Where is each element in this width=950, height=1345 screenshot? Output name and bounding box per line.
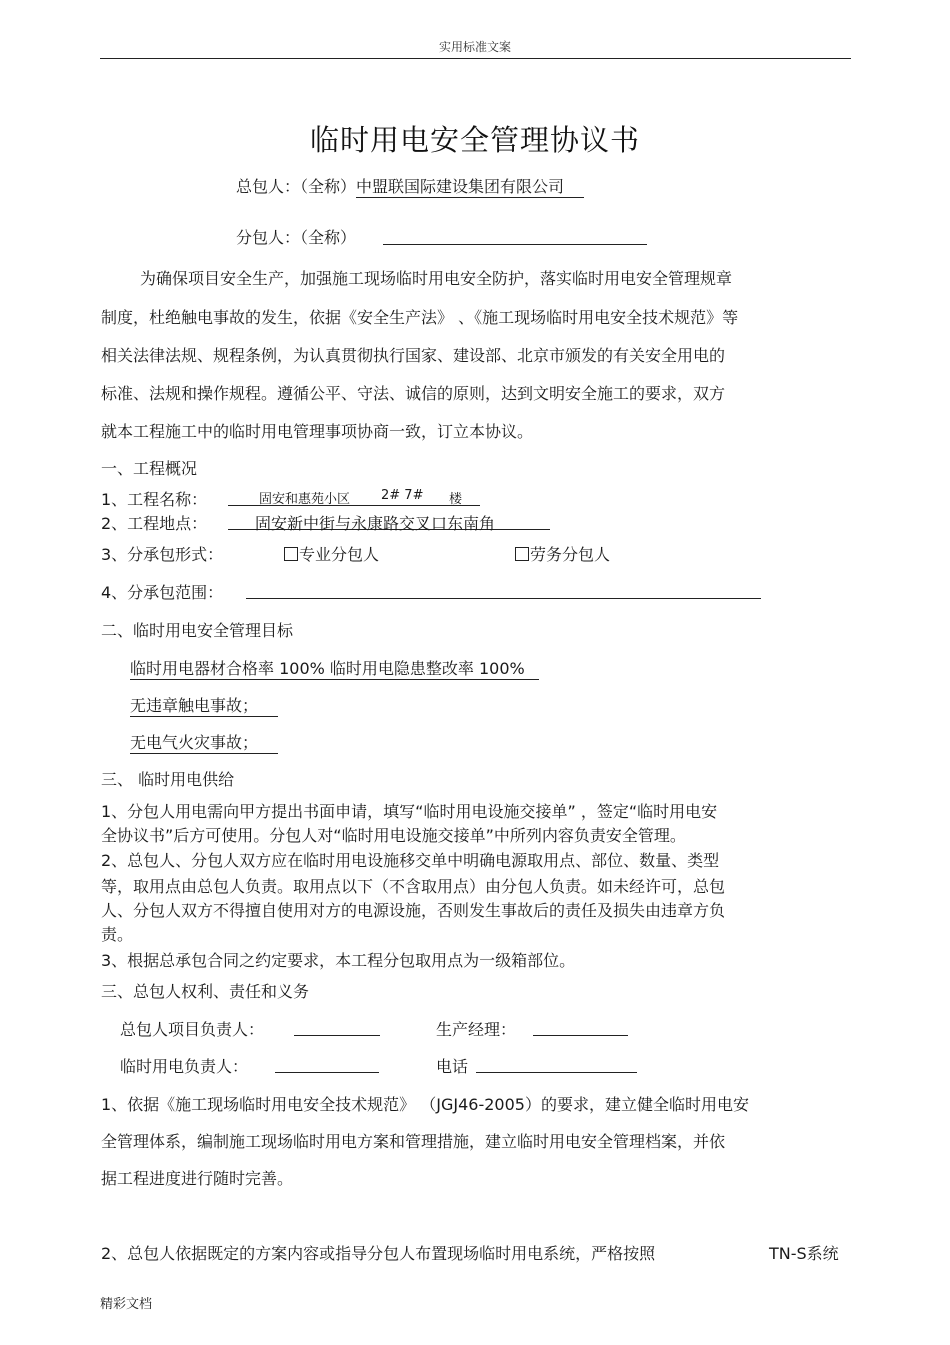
section-4-item-1c: 据工程进度进行随时完善。: [101, 1169, 294, 1188]
phone-label: 电话: [436, 1057, 469, 1076]
section-3-item-3: 3、根据总承包合同之约定要求，本工程分包取用点为一级箱部位。: [101, 951, 576, 970]
option-labor[interactable]: 劳务分包人: [515, 542, 610, 565]
section-1-heading: 一、工程概况: [101, 459, 198, 478]
section-3-item-2d: 责。: [101, 925, 134, 944]
checkbox-labor[interactable]: [515, 547, 529, 561]
contractor-line: [236, 174, 584, 197]
section-3-item-2a: 2、总包人、分包人双方应在临时用电设施移交单中明确电源取用点、部位、数量、类型: [101, 851, 720, 870]
header-divider: [100, 58, 851, 59]
section-3-item-1b: 全协议书”后方可使用。分包人对“临时用电设施交接单”中所列内容负责安全管理。: [101, 826, 686, 845]
project-location-label: 2、工程地点：: [101, 514, 208, 533]
project-manager-label: 总包人项目负责人：: [120, 1020, 265, 1039]
project-buildings: 2# 7#: [381, 488, 424, 503]
intro-line-1: 为确保项目安全生产，加强施工现场临时用电安全防护，落实临时用电安全管理规章: [140, 269, 733, 288]
goal-qualification-rate: 临时用电器材合格率 100% 临时用电隐患整改率 100%: [130, 656, 539, 679]
production-manager-blank: [533, 1015, 628, 1036]
subcontractor-blank: [383, 224, 647, 245]
production-manager-label: 生产经理：: [436, 1020, 517, 1039]
power-manager-label: 临时用电负责人：: [120, 1057, 249, 1076]
project-name-label: 1、工程名称：: [101, 490, 208, 509]
goal-no-electrocution: 无违章触电事故；: [130, 693, 278, 716]
intro-line-5: 就本工程施工中的临时用电管理事项协商一致，订立本协议。: [101, 422, 534, 441]
section-3-item-2b: 等，取用点由总包人负责。取用点以下（不含取用点）由分包人负责。如未经许可，总包: [101, 877, 726, 896]
intro-line-4: 标准、法规和操作规程。遵循公平、守法、诚信的原则，达到文明安全施工的要求，双方: [101, 384, 726, 403]
section-2-heading: 二、临时用电安全管理目标: [101, 621, 294, 640]
section-3-heading: 三、 临时用电供给: [101, 770, 235, 789]
option-professional[interactable]: 专业分包人: [284, 542, 379, 565]
project-name-suffix: 楼: [449, 492, 463, 507]
intro-line-3: 相关法律法规、规程条例，为认真贯彻执行国家、建设部、北京市颁发的有关安全用电的: [101, 346, 726, 365]
section-4-item-2: 2、总包人依据既定的方案内容或指导分包人布置现场临时用电系统，严格按照: [101, 1244, 656, 1263]
section-4-item-1b: 全管理体系，编制施工现场临时用电方案和管理措施，建立临时用电安全管理档案，并依: [101, 1132, 726, 1151]
subcontractor-label: 分包人：（全称）: [236, 228, 357, 247]
page-footer: 精彩文档: [100, 1297, 153, 1312]
contractor-label: 总包人：（全称）: [236, 177, 357, 196]
section-4-heading: 三、总包人权利、责任和义务: [101, 982, 310, 1001]
contractor-name: 中盟联国际建设集团有限公司: [356, 177, 584, 198]
section-4-item-1a: 1、依据《施工现场临时用电安全技术规范》 （JGJ46-2005）的要求，建立健全临时用电安: [101, 1095, 749, 1114]
phone-blank: [476, 1052, 637, 1073]
subcontractor-line: [236, 225, 356, 248]
section-3-item-2c: 人、分包人双方不得擅自使用对方的电源设施，否则发生事故后的责任及损失由违章方负: [101, 901, 726, 920]
project-location-value: 固安新中街与永康路交叉口东南角: [255, 514, 496, 533]
contract-scope-blank: [246, 578, 761, 599]
contract-form-label: 3、分承包形式：: [101, 545, 224, 564]
checkbox-professional[interactable]: [284, 547, 298, 561]
page-header: 实用标准文案: [438, 40, 511, 54]
goal-no-fire: 无电气火灾事故；: [130, 730, 278, 753]
section-3-item-1a: 1、分包人用电需向甲方提出书面申请，填写“临时用电设施交接单” ，签定“临时用电安: [101, 802, 718, 821]
project-manager-blank: [294, 1015, 380, 1036]
project-name-value: 固安和惠苑小区: [259, 492, 351, 507]
power-manager-blank: [275, 1052, 379, 1073]
section-4-item-2-tail: TN-S系统: [769, 1244, 839, 1263]
contract-scope-label: 4、分承包范围：: [101, 583, 224, 602]
document-title: 临时用电安全管理协议书: [309, 123, 640, 157]
intro-line-2: 制度，杜绝触电事故的发生，依据《安全生产法》 、《施工现场临时用电安全技术规范》等: [101, 308, 739, 327]
